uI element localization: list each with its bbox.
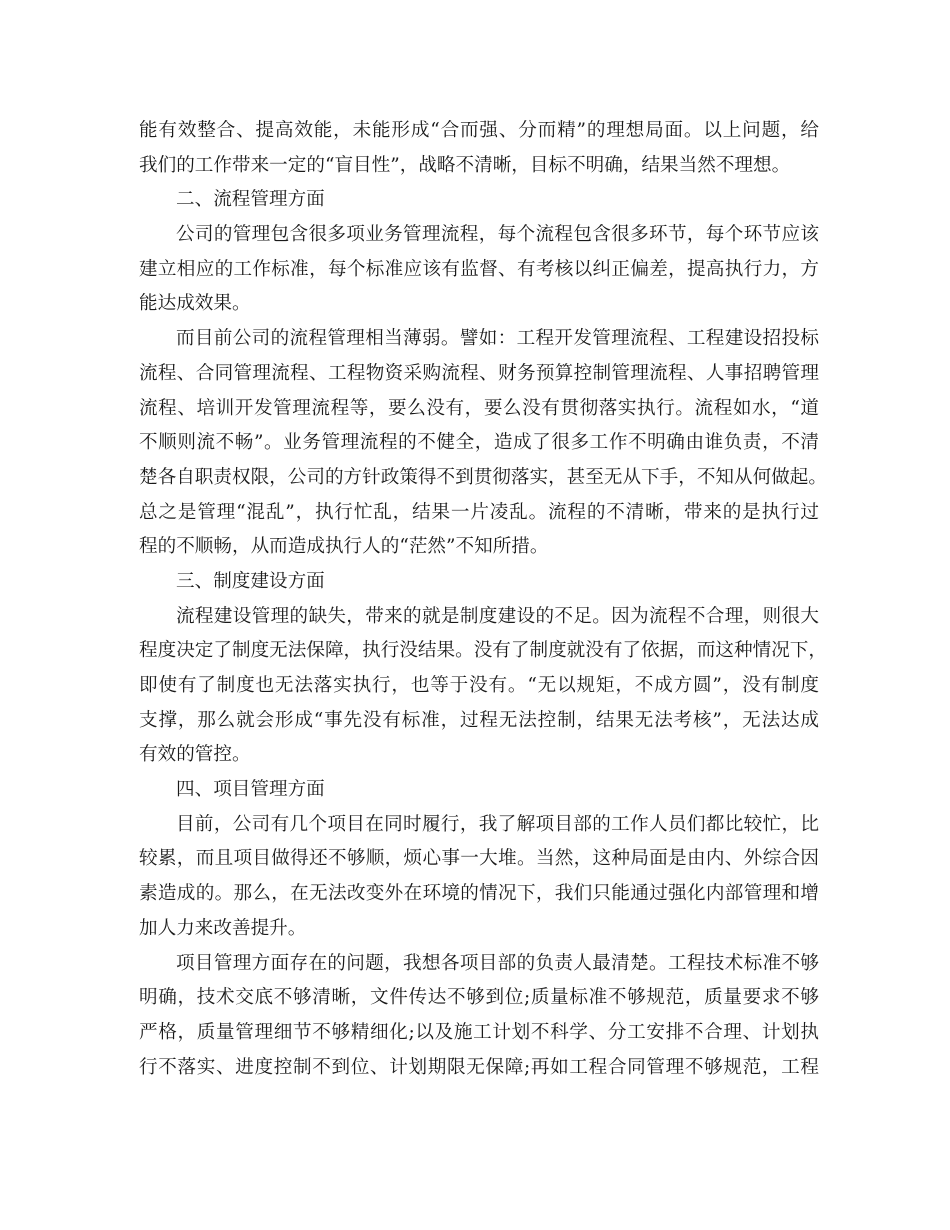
text-line-13: 程的不顺畅，从而造成执行人的“茫然”不知所措。 bbox=[139, 536, 549, 558]
text-line-24: 加人力来改善提升。 bbox=[139, 917, 307, 939]
text-line-17: 即使有了制度也无法落实执行，也等于没有。“无以规矩，不成方圆”，没有制度 bbox=[139, 675, 819, 696]
text-line-5: 建立相应的工作标准，每个标准应该有监督、有考核以纠正偏差，提高执行力，方 bbox=[139, 258, 819, 280]
text-line-4: 公司的管理包含很多项业务管理流程，每个流程包含很多环节，每个环节应该 bbox=[176, 224, 819, 246]
section-heading-project: 四、项目管理方面 bbox=[176, 779, 325, 801]
text-line-18: 支撑，那么就会形成“事先没有标准，过程无法控制，结果无法考核”，无法达成 bbox=[139, 709, 819, 731]
section-heading-process: 二、流程管理方面 bbox=[176, 189, 325, 211]
section-heading-system: 三、制度建设方面 bbox=[176, 570, 325, 592]
text-line-10: 不顺则流不畅”。业务管理流程的不健全，造成了很多工作不明确由谁负责，不清 bbox=[139, 432, 819, 454]
text-line-1: 能有效整合、提高效能，未能形成“合而强、分而精”的理想局面。以上问题，给 bbox=[139, 120, 819, 141]
text-line-22: 较累，而且项目做得还不够顺，烦心事一大堆。当然，这种局面是由内、外综合因 bbox=[139, 848, 819, 870]
text-line-27: 严格，质量管理细节不够精细化;以及施工计划不科学、分工安排不合理、计划执 bbox=[139, 1021, 819, 1043]
text-line-15: 流程建设管理的缺失，带来的就是制度建设的不足。因为流程不合理，则很大 bbox=[176, 605, 819, 627]
text-line-2: 我们的工作带来一定的“盲目性”，战略不清晰，目标不明确，结果当然不理想。 bbox=[139, 154, 791, 176]
text-line-9: 流程、培训开发管理流程等，要么没有，要么没有贯彻落实执行。流程如水，“道 bbox=[139, 397, 819, 419]
text-line-23: 素造成的。那么，在无法改变外在环境的情况下，我们只能通过强化内部管理和增 bbox=[139, 883, 819, 905]
text-line-16: 程度决定了制度无法保障，执行没结果。没有了制度就没有了依据，而这种情况下， bbox=[139, 640, 827, 662]
text-line-19: 有效的管控。 bbox=[139, 744, 251, 766]
text-line-6: 能达成效果。 bbox=[139, 293, 251, 315]
text-line-7: 而目前公司的流程管理相当薄弱。譬如：工程开发管理流程、工程建设招投标 bbox=[176, 328, 819, 350]
text-line-12: 总之是管理“混乱”，执行忙乱，结果一片凌乱。流程的不清晰，带来的是执行过 bbox=[139, 501, 819, 523]
text-line-8: 流程、合同管理流程、工程物资采购流程、财务预算控制管理流程、人事招聘管理 bbox=[139, 362, 819, 384]
text-line-25: 项目管理方面存在的问题，我想各项目部的负责人最清楚。工程技术标准不够 bbox=[176, 952, 819, 974]
text-line-21: 目前，公司有几个项目在同时履行，我了解项目部的工作人员们都比较忙，比 bbox=[176, 813, 819, 835]
text-line-28: 行不落实、进度控制不到位、计划期限无保障;再如工程合同管理不够规范，工程 bbox=[139, 1056, 819, 1078]
body-text bbox=[139, 114, 827, 1085]
text-line-26: 明确，技术交底不够清晰，文件传达不够到位;质量标准不够规范，质量要求不够 bbox=[139, 987, 819, 1009]
text-line-11: 楚各自职责权限，公司的方针政策得不到贯彻落实，甚至无从下手，不知从何做起。 bbox=[139, 466, 827, 488]
